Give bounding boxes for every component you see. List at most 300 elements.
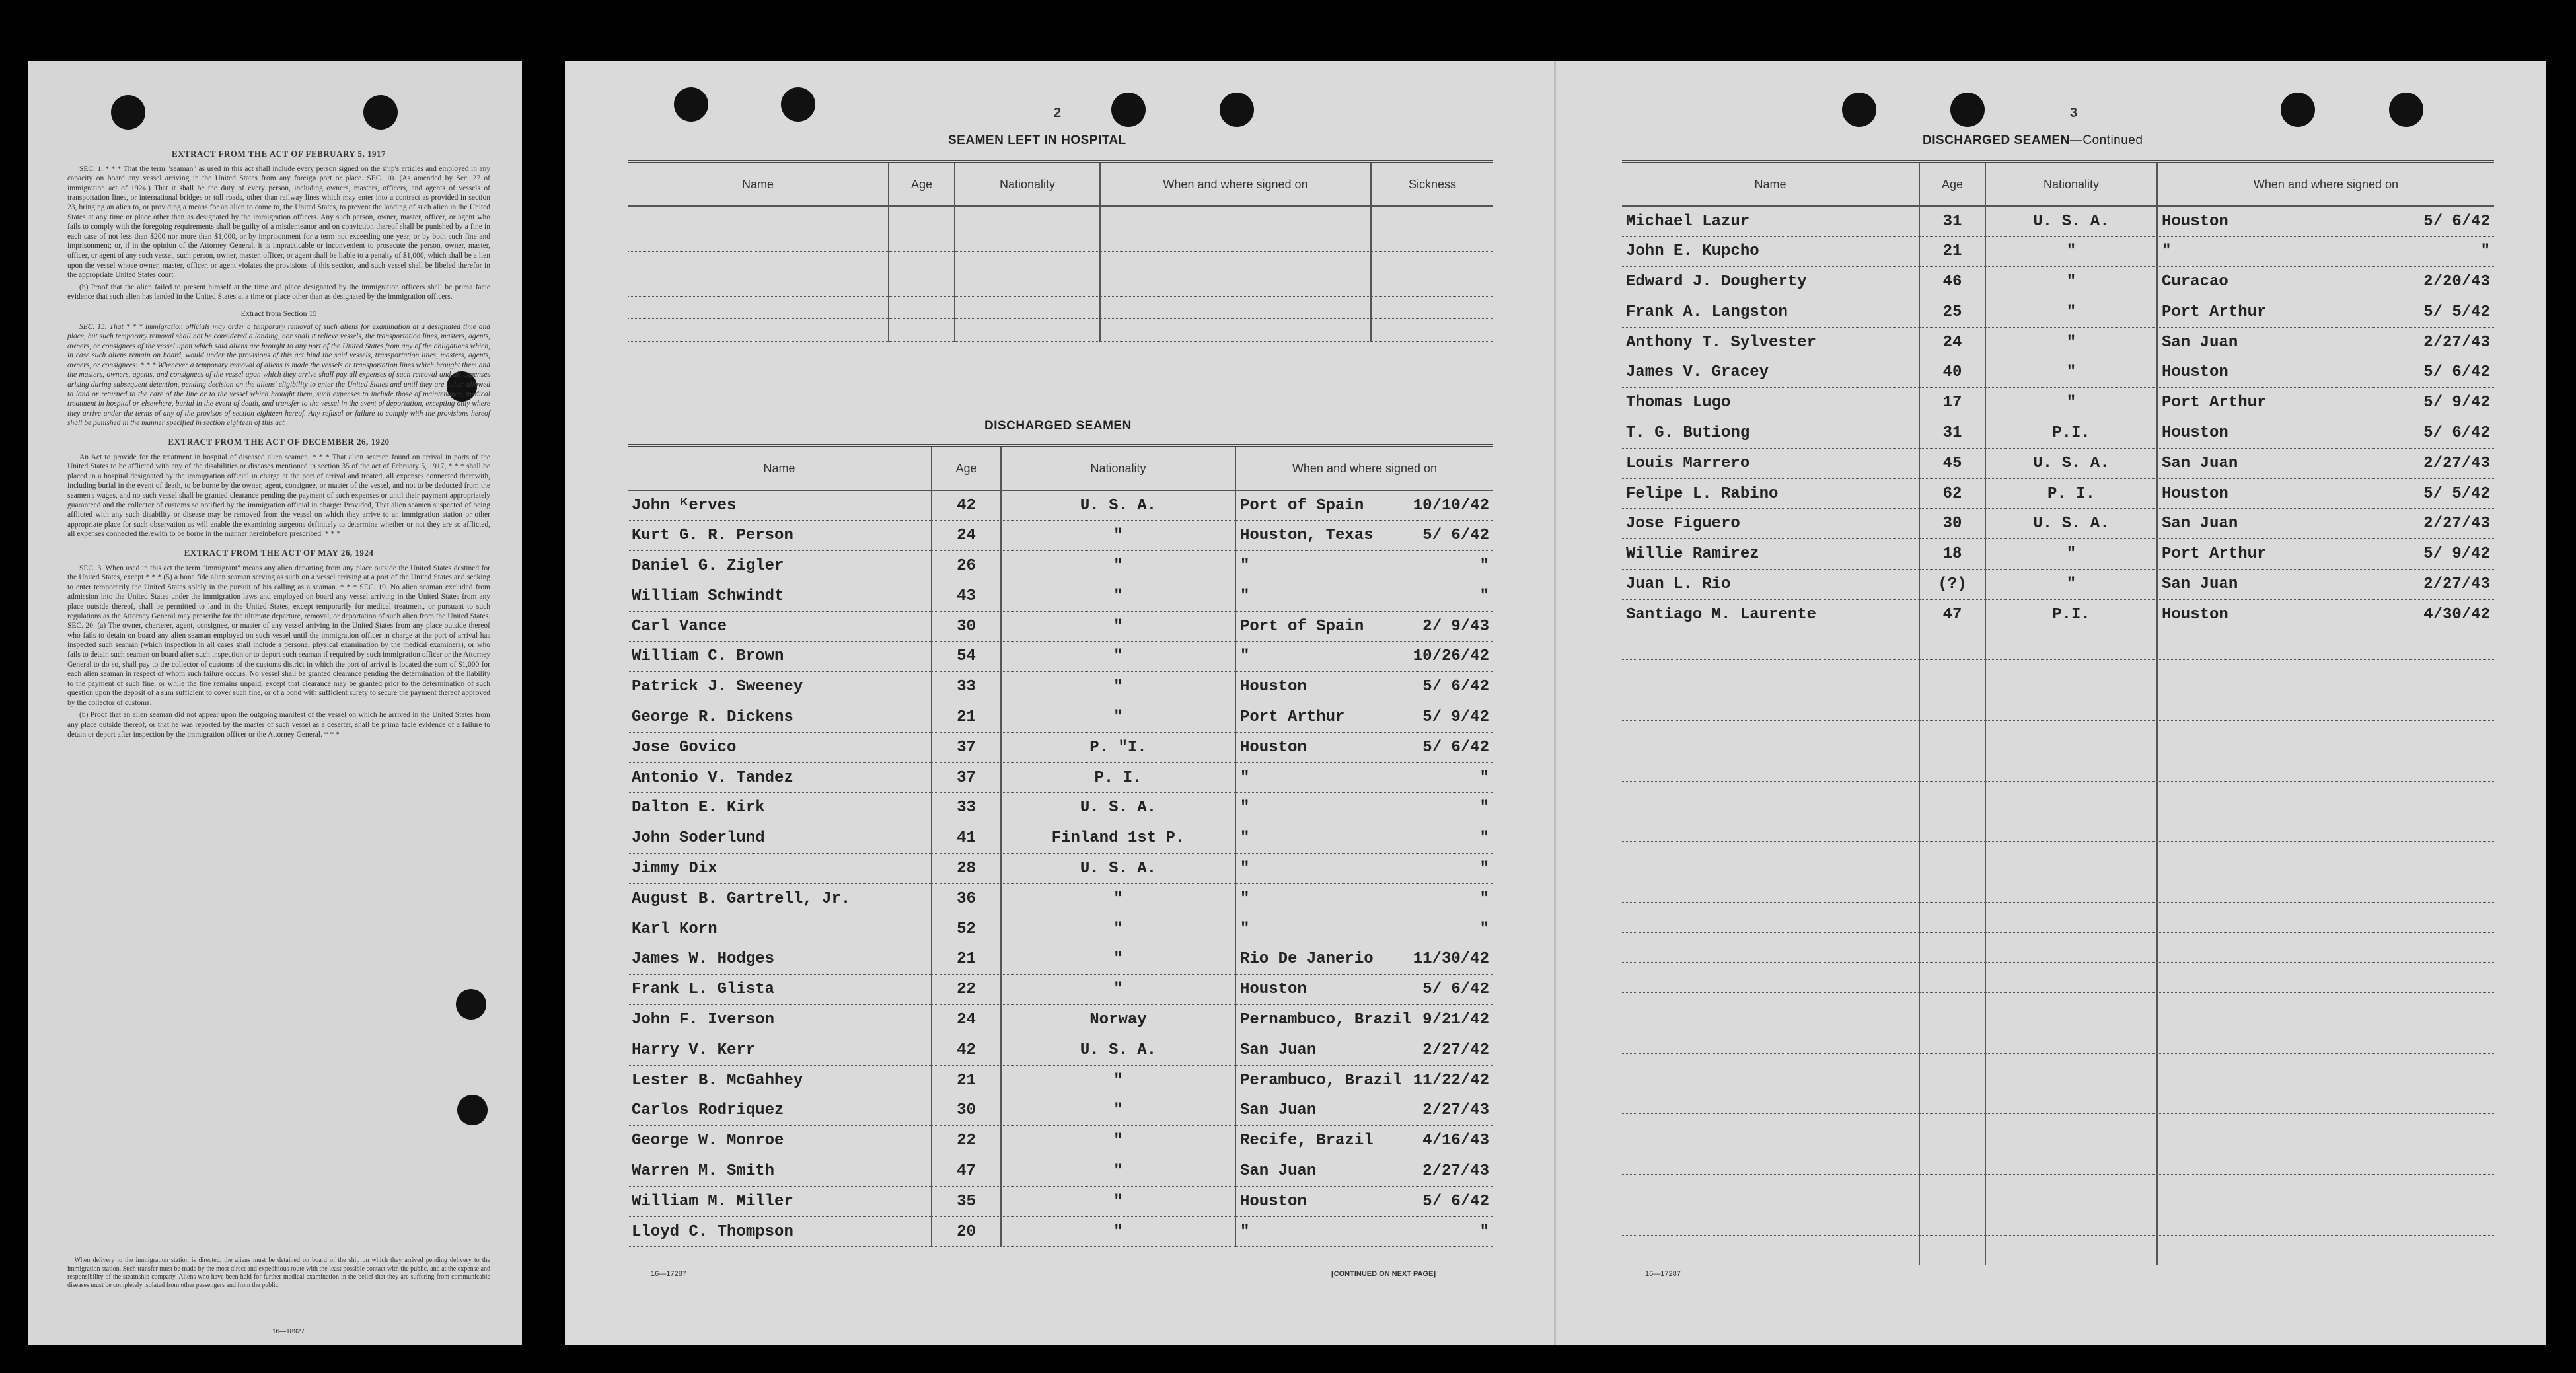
page-number-2: 2 xyxy=(1054,106,1062,120)
seaman-row xyxy=(1622,297,2494,327)
empty-cell xyxy=(1985,1205,2157,1235)
signed-on-cell xyxy=(1235,793,1493,823)
signed-on-date: 5/ 6/42 xyxy=(2423,424,2490,442)
signed-on-cell xyxy=(1235,823,1493,854)
seaman-name: Edward J. Dougherty xyxy=(1622,267,1919,297)
empty-cell xyxy=(1100,206,1371,229)
column-header-name: Name xyxy=(628,446,932,491)
signed-on-cell xyxy=(2157,327,2494,357)
seaman-name: John F. Iverson xyxy=(628,1005,932,1035)
signed-on-cell xyxy=(2157,418,2494,449)
seaman-row xyxy=(628,490,1493,521)
seaman-nationality: P. I. xyxy=(1985,478,2157,509)
seaman-row xyxy=(1622,478,2494,509)
seaman-age: 24 xyxy=(1919,327,1985,357)
seaman-name: Juan L. Rio xyxy=(1622,570,1919,600)
empty-cell xyxy=(1985,660,2157,690)
discharged-section-title: DISCHARGED SEAMEN xyxy=(984,419,1132,433)
signed-on-place: " xyxy=(2162,242,2172,261)
discharged-continued-table xyxy=(1622,160,2494,1265)
extract-1924-proof: (b) Proof that an alien seaman did not appear upon the outgoing manifest of the vessel on which he arrived in the United States from any place outside thereof, or that he was reported by the master of such vessel as a deserter, shall be prima facie evidence of a failure to detain or deport after inspection by the immigration officer or the Attorney General. * * * xyxy=(67,711,490,739)
empty-cell xyxy=(1919,1053,1985,1084)
empty-row xyxy=(628,318,1493,341)
empty-cell xyxy=(955,318,1100,341)
signed-on-date: " xyxy=(1479,799,1489,817)
column-header-name: Name xyxy=(628,162,889,207)
signed-on-cell xyxy=(1235,551,1493,581)
seaman-age: 42 xyxy=(932,1035,1001,1065)
seaman-name: Antonio V. Tandez xyxy=(628,762,932,793)
seaman-row xyxy=(1622,448,2494,478)
signed-on-cell xyxy=(2157,448,2494,478)
seaman-name: John E. Kupcho xyxy=(1622,237,1919,267)
empty-cell xyxy=(2157,1235,2494,1265)
seaman-nationality: " xyxy=(1985,539,2157,570)
column-header-nationality: Nationality xyxy=(1985,162,2157,207)
seaman-age: 41 xyxy=(932,823,1001,854)
empty-row xyxy=(1622,1175,2494,1205)
signed-on-date: 10/26/42 xyxy=(1413,648,1489,666)
seaman-nationality: " xyxy=(1985,267,2157,297)
empty-cell xyxy=(1919,1114,1985,1144)
seaman-age: 21 xyxy=(932,702,1001,733)
column-header-signed-on: When and where signed on xyxy=(1235,446,1493,491)
empty-cell xyxy=(1622,902,1919,932)
signed-on-place: " xyxy=(1240,799,1250,817)
seaman-nationality: " xyxy=(1985,327,2157,357)
empty-cell xyxy=(1985,932,2157,963)
empty-row xyxy=(1622,963,2494,993)
extract-1924-text: SEC. 3. When used in this act the term "immigrant" means any alien departing from any place outside the United States destined for the United States, except * * * (5) a bona fide alien seaman serving as such on a vessel arriving at a port of the United States and seeking to enter temporarily the United States solely in the pursuit of his calling as a seaman. * * * SEC. 19. No alien seaman excluded from admission into the United States under the immigration laws and employed on board any vessel arriving in the United States from any place outside thereof, shall be permitted to land in the United States, except temporarily for medical treatment, or pursuant to such regulations as the Attorney General may prescribe for the ultimate departure, removal, or deportation of such alien from the United States. SEC. 20. (a) The owner, charterer, agent, consignee, or master of any vessel arriving in the United States from any place outside thereof who fails to detain on board any alien seaman employed on such vessel until the immigration officer in charge at the port of arrival has inspected such seaman (which inspection in all cases shall include a personal physical examination by the medical examiners), or who fails to detain such seaman on board after such inspection or to deport such seaman if required by such immigration officer or the Attorney General to do so, shall pay to the collector of customs of the customs district in which the port of arrival is located the sum of $1,000 for each alien seaman in respect of whom such failure occurs. No vessel shall be granted clearance pending the determination of the liability to the payment of such fine, or while the fine remains unpaid, except that clearance may be granted prior to the determination of such question upon the deposit of a sum sufficient to cover such fine, or of a bond with sufficient surety to secure the payment thereof approved by the collector of customs. xyxy=(67,564,490,707)
punch-hole xyxy=(1950,93,1985,127)
empty-cell xyxy=(1985,1023,2157,1054)
signed-on-date: 11/30/42 xyxy=(1413,950,1489,969)
empty-cell xyxy=(1371,251,1493,274)
seaman-age: 20 xyxy=(932,1216,1001,1247)
signed-on-date: " xyxy=(1479,587,1489,605)
seaman-nationality: U. S. A. xyxy=(1001,490,1235,521)
seaman-age: 62 xyxy=(1919,478,1985,509)
empty-row xyxy=(1622,1205,2494,1235)
empty-cell xyxy=(1622,1114,1919,1144)
signed-on-cell xyxy=(2157,388,2494,418)
seaman-name: George R. Dickens xyxy=(628,702,932,733)
signed-on-place: Houston xyxy=(2162,484,2228,503)
signed-on-place: " xyxy=(1240,1222,1250,1241)
empty-cell xyxy=(1985,781,2157,811)
seaman-age: 45 xyxy=(1919,448,1985,478)
signed-on-cell xyxy=(1235,490,1493,521)
seaman-age: 30 xyxy=(932,611,1001,642)
signed-on-date: 9/21/42 xyxy=(1422,1010,1489,1029)
signed-on-place: San Juan xyxy=(2162,515,2238,533)
extract-1924-title: EXTRACT FROM THE ACT OF MAY 26, 1924 xyxy=(184,547,374,558)
empty-cell xyxy=(2157,811,2494,842)
seaman-name: Warren M. Smith xyxy=(628,1156,932,1187)
signed-on-place: Port of Spain xyxy=(1240,617,1364,636)
empty-cell xyxy=(1100,251,1371,274)
header-row xyxy=(628,446,1493,491)
empty-cell xyxy=(1985,630,2157,660)
empty-row xyxy=(1622,842,2494,872)
seaman-age: 31 xyxy=(1919,418,1985,449)
signed-on-place: Houston xyxy=(2162,424,2228,442)
empty-row xyxy=(1622,872,2494,903)
signed-on-cell xyxy=(1235,1156,1493,1187)
empty-cell xyxy=(1622,1084,1919,1114)
signed-on-cell xyxy=(2157,570,2494,600)
seaman-nationality: P. "I. xyxy=(1001,732,1235,762)
empty-cell xyxy=(1622,872,1919,903)
signed-on-cell xyxy=(1235,854,1493,884)
empty-cell xyxy=(628,296,889,318)
seaman-name: Lester B. McGahhey xyxy=(628,1065,932,1095)
signed-on-date: 2/27/43 xyxy=(2423,575,2490,593)
empty-cell xyxy=(889,274,955,296)
seaman-name: Willie Ramirez xyxy=(1622,539,1919,570)
empty-row xyxy=(1622,1235,2494,1265)
empty-cell xyxy=(1622,1235,1919,1265)
seaman-nationality: " xyxy=(1001,1065,1235,1095)
extract-1917-text: SEC. 1. * * * That the term "seaman" as used in this act shall include every person signed on the ship's articles and employed in any capacity on board any vessel arriving in the United States from any foreign port or place. SEC. 10. (As amended by Sec. 27 of immigration act of 1924.) That it shall be the duty of every person, including owners, masters, officers, and agents of vessels of transportation lines, or international bridges or toll roads, other than railway lines which may enter into a contract as provided in section 23, bringing an alien to, or providing a means for an alien to come to, the United States, to prevent the landing of such alien in the United States at any time or place other than as designated by the immigration officers. Any such person, owner, master, officer, or agent who fails to comply with the foregoing requirements shall be guilty of a misdemeanor and on conviction thereof shall be punished by a fine in each case of not less than $200 nor more than $1,000, or by imprisonment for a term not exceeding one year, or by both such fine and imprisonment; or, if in the opinion of the Attorney General, it is impracticable or inconvenient to prosecute the person, owner, master, officer, or agent of any such vessel, such person, owner, master, officer, or agent shall be liable to a penalty of $1,000, which shall be a lien upon the vessel whose owner, master, officer, or agent violates the provisions of this section, and such vessel shall be libeled therefor in the appropriate United States court. xyxy=(67,165,490,279)
empty-cell xyxy=(2157,660,2494,690)
seaman-age: 40 xyxy=(1919,357,1985,388)
empty-cell xyxy=(2157,1144,2494,1175)
signed-on-date: " xyxy=(2480,242,2490,261)
empty-cell xyxy=(628,274,889,296)
seaman-age: 42 xyxy=(932,490,1001,521)
signed-on-date: 5/ 9/42 xyxy=(2423,545,2490,564)
signed-on-cell xyxy=(1235,642,1493,672)
signed-on-cell xyxy=(2157,267,2494,297)
column-header-age: Age xyxy=(1919,162,1985,207)
seaman-age: 54 xyxy=(932,642,1001,672)
seaman-name: T. G. Butiong xyxy=(1622,418,1919,449)
seaman-row xyxy=(628,1216,1493,1247)
seaman-row xyxy=(628,914,1493,944)
seaman-row xyxy=(628,1126,1493,1156)
signed-on-place: Pernambuco, Brazil xyxy=(1240,1010,1412,1029)
empty-cell xyxy=(2157,963,2494,993)
empty-cell xyxy=(1985,721,2157,751)
signed-on-place: San Juan xyxy=(2162,333,2238,352)
signed-on-date: 4/16/43 xyxy=(1422,1132,1489,1150)
empty-row xyxy=(1622,1144,2494,1175)
column-header-age: Age xyxy=(889,162,955,207)
punch-hole xyxy=(674,87,708,122)
signed-on-place: Houston xyxy=(2162,605,2228,624)
empty-cell xyxy=(955,274,1100,296)
punch-hole xyxy=(2281,93,2315,127)
seaman-age: 47 xyxy=(932,1156,1001,1187)
seaman-name: Kurt G. R. Person xyxy=(628,521,932,551)
signed-on-cell xyxy=(1235,944,1493,975)
empty-cell xyxy=(1622,1205,1919,1235)
empty-cell xyxy=(1985,902,2157,932)
empty-cell xyxy=(1622,751,1919,781)
seaman-name: Dalton E. Kirk xyxy=(628,793,932,823)
empty-cell xyxy=(1985,963,2157,993)
empty-cell xyxy=(1919,690,1985,721)
seaman-row xyxy=(628,1156,1493,1187)
punch-hole xyxy=(1111,93,1146,127)
signed-on-date: 4/30/42 xyxy=(2423,605,2490,624)
empty-cell xyxy=(1985,1235,2157,1265)
empty-cell xyxy=(628,318,889,341)
seaman-name: Lloyd C. Thompson xyxy=(628,1216,932,1247)
seaman-age: 30 xyxy=(1919,509,1985,539)
signed-on-cell xyxy=(1235,1035,1493,1065)
seaman-row xyxy=(1622,206,2494,237)
empty-cell xyxy=(2157,993,2494,1023)
seaman-nationality: " xyxy=(1001,581,1235,611)
seaman-nationality: P. I. xyxy=(1001,762,1235,793)
seaman-nationality: " xyxy=(1001,702,1235,733)
page3-form-number: 16—17287 xyxy=(1645,1270,1681,1278)
seaman-nationality: " xyxy=(1001,1156,1235,1187)
signed-on-date: 5/ 9/42 xyxy=(1422,708,1489,726)
empty-row xyxy=(1622,660,2494,690)
empty-cell xyxy=(1100,229,1371,251)
seaman-row xyxy=(1622,509,2494,539)
empty-cell xyxy=(1622,721,1919,751)
seaman-age: 35 xyxy=(932,1186,1001,1216)
empty-cell xyxy=(1100,274,1371,296)
signed-on-cell xyxy=(1235,672,1493,702)
continued-note: [CONTINUED ON NEXT PAGE] xyxy=(1331,1270,1436,1278)
signed-on-place: Houston, Texas xyxy=(1240,527,1374,545)
extract-1920-text: An Act to provide for the treatment in hospital of diseased alien seamen. * * * That alien seamen found on arrival in ports of the United States to be afflicted with any of the disabilities or diseases mentioned in section 35 of the act of February 5, 1917, * * * shall be placed in a hospital designated by the immigration official in charge at the port of arrival and treated, all expenses connected therewith, including burial in the event of death, to be borne by the owner, agent, consignee, or master of the vessel, and not to be deducted from the seamen's wages, and no such vessel shall be granted clearance pending the payment of such expenses or until their payment appropriately guaranteed and the collector of customs so notified by the immigration official in charge: Provided, That alien seamen suspected of being afflicted with any such disability or disease may be removed from the vessel on which they arrive to an immigration station or other appropriate place for such observation as will enable the examining surgeons definitely to determine whether or not they are so afflicted, all expenses connected therewith to be borne in the manner hereinbefore prescribed. * * * xyxy=(67,453,490,538)
empty-cell xyxy=(2157,690,2494,721)
discharged-continued-title xyxy=(1923,133,2143,148)
empty-row xyxy=(1622,1084,2494,1114)
signed-on-cell xyxy=(2157,509,2494,539)
seaman-age: 21 xyxy=(932,1065,1001,1095)
seaman-name: John Soderlund xyxy=(628,823,932,854)
signed-on-date: " xyxy=(1479,859,1489,877)
empty-cell xyxy=(1919,781,1985,811)
empty-cell xyxy=(889,296,955,318)
legal-extracts-page xyxy=(28,61,522,1345)
seaman-row xyxy=(628,762,1493,793)
signed-on-place: Port Arthur xyxy=(2162,303,2267,321)
empty-row xyxy=(1622,993,2494,1023)
signed-on-date: 2/27/43 xyxy=(1422,1162,1489,1180)
empty-cell xyxy=(1919,1175,1985,1205)
seaman-name: Anthony T. Sylvester xyxy=(1622,327,1919,357)
empty-cell xyxy=(1985,811,2157,842)
punch-hole xyxy=(1842,93,1876,127)
empty-row xyxy=(1622,781,2494,811)
seaman-nationality: " xyxy=(1001,975,1235,1005)
seaman-row xyxy=(628,793,1493,823)
seaman-age: 36 xyxy=(932,883,1001,914)
empty-row xyxy=(1622,902,2494,932)
signed-on-date: 5/ 6/42 xyxy=(1422,527,1489,545)
seaman-nationality: " xyxy=(1001,1126,1235,1156)
seaman-nationality: U. S. A. xyxy=(1001,854,1235,884)
signed-on-place: Houston xyxy=(2162,212,2228,231)
signed-on-date: " xyxy=(1479,556,1489,575)
signed-on-place: " xyxy=(1240,768,1250,787)
signed-on-date: 5/ 9/42 xyxy=(2423,394,2490,412)
column-header-nationality: Nationality xyxy=(1001,446,1235,491)
empty-cell xyxy=(1985,1053,2157,1084)
empty-cell xyxy=(1919,721,1985,751)
seaman-name: Carlos Rodriquez xyxy=(628,1095,932,1126)
seaman-age: 21 xyxy=(932,944,1001,975)
seaman-nationality: U. S. A. xyxy=(1001,1035,1235,1065)
signed-on-cell xyxy=(2157,357,2494,388)
signed-on-date: " xyxy=(1479,768,1489,787)
signed-on-date: 5/ 5/42 xyxy=(2423,484,2490,503)
seaman-row xyxy=(1622,388,2494,418)
signed-on-date: 5/ 6/42 xyxy=(1422,738,1489,757)
hospital-table xyxy=(628,160,1493,342)
empty-cell xyxy=(1919,1205,1985,1235)
empty-cell xyxy=(1622,1053,1919,1084)
signed-on-cell xyxy=(2157,237,2494,267)
seaman-nationality: " xyxy=(1001,914,1235,944)
seaman-nationality: " xyxy=(1001,521,1235,551)
empty-cell xyxy=(1985,1144,2157,1175)
empty-cell xyxy=(1919,963,1985,993)
signed-on-cell xyxy=(1235,521,1493,551)
signed-on-date: 2/27/43 xyxy=(2423,515,2490,533)
seaman-nationality: U. S. A. xyxy=(1985,509,2157,539)
seaman-name: Santiago M. Laurente xyxy=(1622,599,1919,630)
empty-cell xyxy=(1985,690,2157,721)
empty-cell xyxy=(1985,993,2157,1023)
empty-cell xyxy=(1622,690,1919,721)
seaman-nationality: P.I. xyxy=(1985,418,2157,449)
signed-on-cell xyxy=(2157,599,2494,630)
signed-on-date: " xyxy=(1479,920,1489,938)
seaman-nationality: " xyxy=(1001,642,1235,672)
signed-on-place: Curacao xyxy=(2162,272,2228,291)
seaman-age: 30 xyxy=(932,1095,1001,1126)
empty-cell xyxy=(1985,1175,2157,1205)
seaman-row xyxy=(628,944,1493,975)
signed-on-date: 5/ 6/42 xyxy=(1422,1192,1489,1210)
signed-on-date: 2/27/42 xyxy=(1422,1041,1489,1059)
signed-on-cell xyxy=(1235,732,1493,762)
page-fold xyxy=(1554,61,1556,1345)
seaman-name: George W. Monroe xyxy=(628,1126,932,1156)
empty-cell xyxy=(628,206,889,229)
signed-on-cell xyxy=(1235,702,1493,733)
signed-on-date: 10/10/42 xyxy=(1413,496,1489,515)
signed-on-date: 5/ 6/42 xyxy=(2423,212,2490,231)
seaman-nationality: U. S. A. xyxy=(1985,206,2157,237)
footnote: † When delivery to the immigration station is directed, the aliens must be detained on board of the ship on which they arrived pending delivery to the immigration station. Such transfer must be made by the most direct and expeditious route with the least possible contact with the public, and at the expense and responsibility of the steamship company. Aliens who have been held for further medical examination in the belief that they are suffering from communicable diseases must be completely isolated from other passengers and from the public. xyxy=(67,1257,490,1289)
seaman-row xyxy=(628,1005,1493,1035)
seaman-nationality: " xyxy=(1001,1186,1235,1216)
seaman-row xyxy=(1622,418,2494,449)
signed-on-date: 2/27/43 xyxy=(2423,454,2490,472)
seaman-nationality: " xyxy=(1985,570,2157,600)
seaman-nationality: " xyxy=(1001,1216,1235,1247)
signed-on-date: 2/27/43 xyxy=(2423,333,2490,352)
seaman-nationality: " xyxy=(1001,551,1235,581)
seaman-name: James V. Gracey xyxy=(1622,357,1919,388)
empty-row xyxy=(1622,932,2494,963)
signed-on-cell xyxy=(1235,1216,1493,1247)
empty-cell xyxy=(1371,274,1493,296)
legal-text-block xyxy=(67,140,490,742)
seaman-row xyxy=(1622,357,2494,388)
seaman-row xyxy=(628,732,1493,762)
seaman-name: Michael Lazur xyxy=(1622,206,1919,237)
header-row xyxy=(1622,162,2494,207)
empty-cell xyxy=(1622,660,1919,690)
empty-row xyxy=(1622,1053,2494,1084)
seaman-name: William Schwindt xyxy=(628,581,932,611)
empty-cell xyxy=(1919,842,1985,872)
empty-cell xyxy=(1919,932,1985,963)
punch-hole xyxy=(2389,93,2423,127)
empty-cell xyxy=(1919,660,1985,690)
seaman-nationality: " xyxy=(1985,357,2157,388)
seaman-row xyxy=(1622,599,2494,630)
empty-cell xyxy=(2157,751,2494,781)
seaman-row xyxy=(628,611,1493,642)
seaman-name: John ᴷerves xyxy=(628,490,932,521)
seaman-name: Patrick J. Sweeney xyxy=(628,672,932,702)
signed-on-cell xyxy=(1235,581,1493,611)
signed-on-place: Port Arthur xyxy=(2162,394,2267,412)
section15-text: SEC. 15. That * * * immigration officials may order a temporary removal of such aliens for examination at a designated time and place, but such temporary removal shall not be considered a landing, nor shall it relieve vessels, the transportation lines, masters, agents, owners, or consignees of the vessel upon which said aliens are brought to any port of the United States from any of the obligations which, in case such aliens remain on board, would under the provisions of this act bind the said vessels, transportation lines, masters, agents, owners, or consignees: * * * Whenever a temporary removal of aliens is made the vessels or transportation lines which brought them and the masters, owners, agents, and consignees of the vessel upon which they arrive shall pay all expenses of such removal and all expenses arising during subsequent detention, pending decision on the aliens' eligibility to enter the United States and until they are either allowed to land or returned to the care of the line or to the vessel which brought them, such expenses to include those of maintenance, medical treatment in hospital or elsewhere, burial in the event of death, and transfer to the vessel in the event of deportation, excepting only where they arrive under the terms of any of the provisos of section eighteen hereof. Any refusal or failure to comply with the provisions hereof shall be punished in the manner specified in section eighteen of this act. xyxy=(67,322,490,427)
seaman-nationality: " xyxy=(1985,297,2157,327)
seaman-row xyxy=(628,642,1493,672)
empty-cell xyxy=(955,229,1100,251)
signed-on-date: 2/27/43 xyxy=(1422,1101,1489,1120)
empty-cell xyxy=(2157,630,2494,660)
seaman-nationality: " xyxy=(1001,672,1235,702)
seaman-age: (?) xyxy=(1919,570,1985,600)
seaman-name: Harry V. Kerr xyxy=(628,1035,932,1065)
page-number-3: 3 xyxy=(2070,106,2078,120)
empty-cell xyxy=(628,229,889,251)
signed-on-place: Houston xyxy=(1240,1192,1307,1210)
signed-on-place: Houston xyxy=(1240,738,1307,757)
empty-row xyxy=(1622,751,2494,781)
seaman-age: 24 xyxy=(932,1005,1001,1035)
seaman-row xyxy=(1622,267,2494,297)
signed-on-date: 5/ 5/42 xyxy=(2423,303,2490,321)
signed-on-cell xyxy=(1235,1005,1493,1035)
seaman-row xyxy=(1622,539,2494,570)
extract-1917-title: EXTRACT FROM THE ACT OF FEBRUARY 5, 1917 xyxy=(171,149,386,159)
empty-cell xyxy=(1371,296,1493,318)
empty-cell xyxy=(2157,842,2494,872)
empty-cell xyxy=(1919,1235,1985,1265)
seaman-row xyxy=(1622,237,2494,267)
seaman-name: Jimmy Dix xyxy=(628,854,932,884)
signed-on-place: " xyxy=(1240,889,1250,908)
discharged-title-main: DISCHARGED SEAMEN xyxy=(1923,133,2070,147)
column-header-age: Age xyxy=(932,446,1001,491)
seaman-age: 21 xyxy=(1919,237,1985,267)
seaman-row xyxy=(628,702,1493,733)
empty-cell xyxy=(2157,781,2494,811)
column-header-nationality: Nationality xyxy=(955,162,1100,207)
punch-hole xyxy=(456,989,486,1020)
empty-row xyxy=(628,251,1493,274)
empty-cell xyxy=(1100,296,1371,318)
empty-cell xyxy=(2157,1175,2494,1205)
form-number: 16—18927 xyxy=(272,1328,305,1335)
